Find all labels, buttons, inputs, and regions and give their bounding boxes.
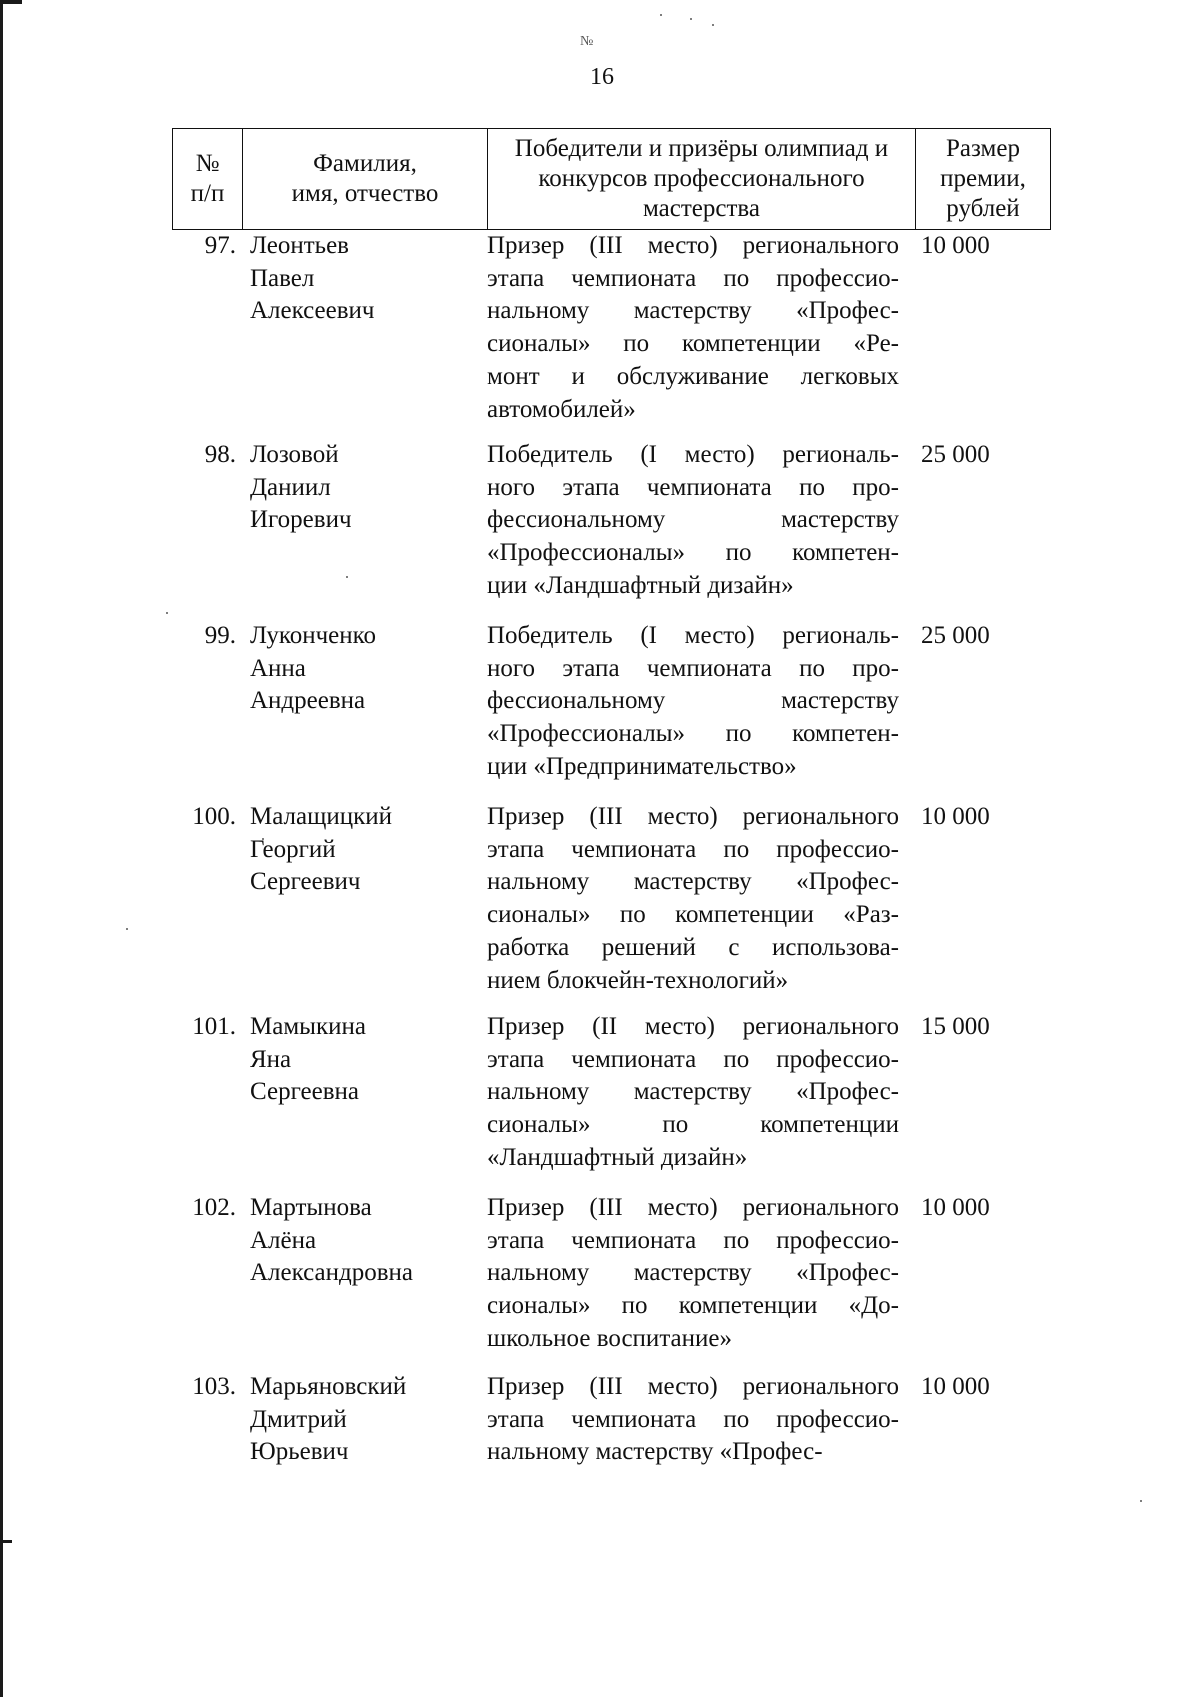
description-line: сионалы» по компетенции bbox=[487, 1111, 899, 1139]
header-desc: Победители и призёры олимпиад и конкурсов профессионального мастерства bbox=[488, 129, 916, 230]
row-number: 100. bbox=[192, 803, 236, 830]
description-line: школьное воспитание» bbox=[487, 1324, 732, 1352]
row-description bbox=[487, 1371, 899, 1469]
row-description bbox=[487, 1192, 899, 1356]
description-line: автомобилей» bbox=[487, 395, 636, 423]
description-line: «Профессионалы» по компетен- bbox=[487, 539, 899, 567]
scan-speck bbox=[126, 928, 128, 930]
description-line: Победитель (I место) региональ- bbox=[487, 622, 899, 649]
row-description bbox=[487, 439, 899, 603]
table-row bbox=[172, 801, 1050, 997]
header-num: № п/п bbox=[173, 129, 243, 230]
table-row bbox=[172, 1371, 1050, 1469]
row-amount: 10 000 bbox=[921, 803, 990, 830]
scan-speck bbox=[166, 612, 168, 614]
table-row bbox=[172, 439, 1050, 603]
row-number: 102. bbox=[192, 1194, 236, 1221]
description-line: Призер (III место) регионального bbox=[487, 1194, 899, 1221]
header-amount: Размер премии, рублей bbox=[916, 129, 1051, 230]
header-name: Фамилия, имя, отчество bbox=[243, 129, 488, 230]
description-line: сионалы» по компетенции «Ре- bbox=[487, 330, 899, 358]
description-line: ции «Ландшафтный дизайн» bbox=[487, 571, 794, 599]
description-line: сионалы» по компетенции «До- bbox=[487, 1292, 899, 1320]
description-line: «Профессионалы» по компетен- bbox=[487, 720, 899, 748]
scan-speck bbox=[660, 14, 662, 16]
row-name: Луконченко Анна Андреевна bbox=[250, 622, 377, 715]
row-name: Лозовой Даниил Игоревич bbox=[250, 441, 352, 534]
row-number: 97. bbox=[204, 232, 236, 259]
row-amount: 10 000 bbox=[921, 1373, 990, 1400]
description-line: Призер (III место) регионального bbox=[487, 1373, 899, 1400]
description-line: нием блокчейн-технологий» bbox=[487, 966, 789, 994]
table-row bbox=[172, 620, 1050, 784]
row-amount: 15 000 bbox=[921, 1013, 990, 1040]
scan-speck bbox=[690, 18, 692, 20]
description-line: монт и обслуживание легковых bbox=[487, 362, 899, 390]
scan-edge-left bbox=[0, 0, 3, 1697]
row-amount: 10 000 bbox=[921, 1194, 990, 1221]
description-line: Победитель (I место) региональ- bbox=[487, 441, 899, 468]
row-description bbox=[487, 230, 899, 426]
description-line: «Ландшафтный дизайн» bbox=[487, 1143, 748, 1171]
table-header bbox=[172, 128, 1051, 230]
row-amount: 25 000 bbox=[921, 622, 990, 649]
table-row bbox=[172, 1011, 1050, 1175]
description-line: этапа чемпионата по профессио- bbox=[487, 1045, 899, 1073]
description-line: нальному мастерству «Профес- bbox=[487, 1438, 823, 1466]
description-line: этапа чемпионата по профессио- bbox=[487, 1226, 899, 1254]
description-line: Призер (III место) регионального bbox=[487, 803, 899, 830]
row-amount: 25 000 bbox=[921, 441, 990, 468]
row-amount: 10 000 bbox=[921, 232, 990, 259]
row-number: 99. bbox=[204, 622, 236, 649]
description-line: фессиональному мастерству bbox=[487, 687, 899, 715]
description-line: работка решений с использова- bbox=[487, 933, 899, 961]
row-number: 98. bbox=[204, 441, 236, 468]
scan-edge-top bbox=[0, 0, 22, 4]
page-stamp-mark: № bbox=[580, 34, 594, 49]
scan-edge-tick bbox=[0, 1540, 12, 1543]
description-line: фессиональному мастерству bbox=[487, 506, 899, 534]
row-name: Мартынова Алёна Александровна bbox=[250, 1194, 414, 1287]
description-line: ного этапа чемпионата по про- bbox=[487, 654, 899, 682]
scan-speck bbox=[1140, 1500, 1142, 1502]
row-description bbox=[487, 801, 899, 997]
description-line: этапа чемпионата по профессио- bbox=[487, 835, 899, 863]
page-number: 16 bbox=[590, 64, 614, 90]
description-line: Призер (II место) регионального bbox=[487, 1013, 899, 1040]
description-line: нальному мастерству «Профес- bbox=[487, 297, 899, 325]
row-description bbox=[487, 620, 899, 784]
description-line: этапа чемпионата по профессио- bbox=[487, 264, 899, 292]
row-name: Малащицкий Георгий Сергеевич bbox=[250, 803, 393, 896]
description-line: Призер (III место) регионального bbox=[487, 232, 899, 259]
row-name: Леонтьев Павел Алексеевич bbox=[250, 232, 375, 325]
description-line: нальному мастерству «Профес- bbox=[487, 868, 899, 896]
description-line: этапа чемпионата по профессио- bbox=[487, 1405, 899, 1433]
table-row bbox=[172, 1192, 1050, 1356]
row-number: 101. bbox=[192, 1013, 236, 1040]
description-line: ного этапа чемпионата по про- bbox=[487, 473, 899, 501]
table-row bbox=[172, 230, 1050, 426]
row-name: Марьяновский Дмитрий Юрьевич bbox=[250, 1373, 407, 1466]
description-line: нальному мастерству «Профес- bbox=[487, 1078, 899, 1106]
row-name: Мамыкина Яна Сергеевна bbox=[250, 1013, 366, 1106]
scan-speck bbox=[712, 24, 714, 26]
description-line: сионалы» по компетенции «Раз- bbox=[487, 901, 899, 929]
row-number: 103. bbox=[192, 1373, 236, 1400]
description-line: нальному мастерству «Профес- bbox=[487, 1259, 899, 1287]
row-description bbox=[487, 1011, 899, 1175]
description-line: ции «Предпринимательство» bbox=[487, 752, 797, 780]
